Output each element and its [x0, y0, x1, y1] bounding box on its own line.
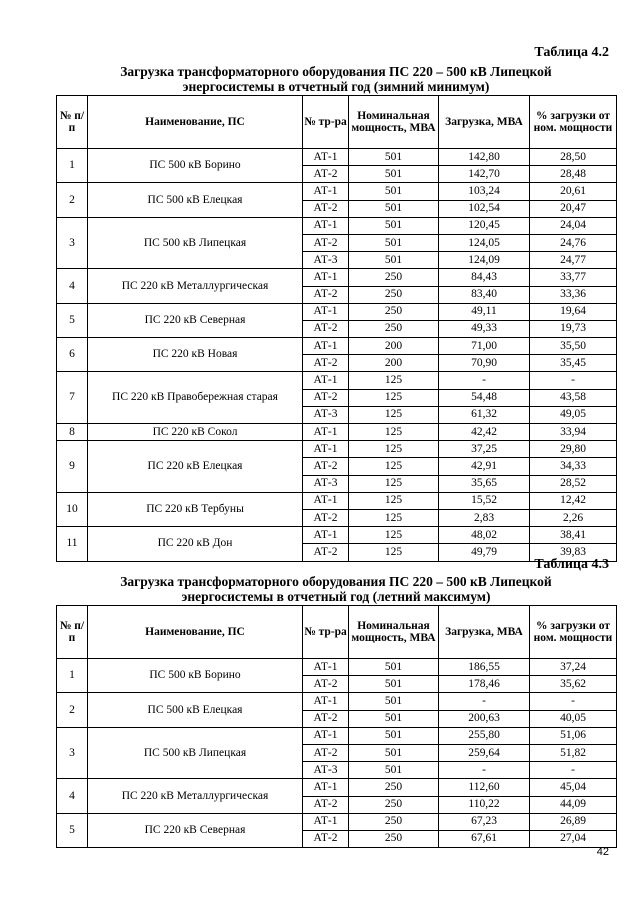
header-name: Наименование, ПС — [88, 96, 303, 149]
table1-body — [57, 149, 617, 562]
table-row — [57, 217, 617, 234]
rated-power: 501 — [349, 252, 439, 269]
load-percent: 37,24 — [530, 659, 617, 676]
substation-number: 2 — [57, 693, 88, 727]
transformer-id: АТ-2 — [303, 710, 349, 727]
rated-power: 501 — [349, 710, 439, 727]
transformer-id: АТ-1 — [303, 492, 349, 509]
load-value: 120,45 — [439, 217, 530, 234]
rated-power: 501 — [349, 217, 439, 234]
load-value: 49,33 — [439, 320, 530, 337]
substation-name: ПС 220 кВ Новая — [88, 338, 303, 372]
load-percent: 43,58 — [530, 389, 617, 406]
load-percent: 19,64 — [530, 303, 617, 320]
load-value: 49,11 — [439, 303, 530, 320]
load-value: 67,23 — [439, 813, 530, 830]
rated-power: 250 — [349, 796, 439, 813]
load-value: 142,70 — [439, 166, 530, 183]
transformer-id: АТ-1 — [303, 269, 349, 286]
rated-power: 125 — [349, 458, 439, 475]
load-percent: 35,50 — [530, 338, 617, 355]
load-value: 255,80 — [439, 727, 530, 744]
substation-number: 5 — [57, 303, 88, 337]
transformer-id: АТ-3 — [303, 406, 349, 423]
substation-name: ПС 500 кВ Елецкая — [88, 183, 303, 217]
table2-header-row — [57, 606, 617, 659]
rated-power: 250 — [349, 320, 439, 337]
load-percent: 45,04 — [530, 779, 617, 796]
table-row — [57, 659, 617, 676]
rated-power: 200 — [349, 338, 439, 355]
transformer-id: АТ-2 — [303, 509, 349, 526]
load-percent: 24,04 — [530, 217, 617, 234]
table1 — [56, 95, 617, 562]
substation-number: 4 — [57, 779, 88, 813]
load-percent: 44,09 — [530, 796, 617, 813]
table-row — [57, 441, 617, 458]
substation-number: 11 — [57, 527, 88, 561]
transformer-id: АТ-1 — [303, 659, 349, 676]
load-percent: 26,89 — [530, 813, 617, 830]
load-value: 110,22 — [439, 796, 530, 813]
load-value: 67,61 — [439, 830, 530, 847]
transformer-id: АТ-2 — [303, 544, 349, 561]
load-percent: 33,77 — [530, 269, 617, 286]
substation-number: 5 — [57, 813, 88, 847]
load-percent: 33,94 — [530, 424, 617, 441]
substation-name: ПС 220 кВ Правобережная старая — [88, 372, 303, 424]
table-row — [57, 303, 617, 320]
table-row — [57, 727, 617, 744]
load-percent: 28,52 — [530, 475, 617, 492]
load-value: 37,25 — [439, 441, 530, 458]
load-percent: - — [530, 372, 617, 389]
load-value: 61,32 — [439, 406, 530, 423]
load-percent: 29,80 — [530, 441, 617, 458]
transformer-id: АТ-3 — [303, 252, 349, 269]
load-percent: 28,48 — [530, 166, 617, 183]
table-row — [57, 183, 617, 200]
load-percent: 35,45 — [530, 355, 617, 372]
table-row — [57, 269, 617, 286]
transformer-id: АТ-2 — [303, 355, 349, 372]
transformer-id: АТ-2 — [303, 744, 349, 761]
table-row — [57, 527, 617, 544]
substation-name: ПС 500 кВ Липецкая — [88, 727, 303, 779]
substation-number: 6 — [57, 338, 88, 372]
header-load: Загрузка, МВА — [439, 606, 530, 659]
table1-caption-line1: Загрузка трансформаторного оборудования ПС 220 – 500 кВ Липецкой — [120, 64, 552, 79]
transformer-id: АТ-2 — [303, 458, 349, 475]
rated-power: 125 — [349, 441, 439, 458]
transformer-id: АТ-1 — [303, 441, 349, 458]
load-percent: 39,83 — [530, 544, 617, 561]
transformer-id: АТ-2 — [303, 676, 349, 693]
load-value: 259,64 — [439, 744, 530, 761]
rated-power: 125 — [349, 372, 439, 389]
rated-power: 501 — [349, 659, 439, 676]
table2-body — [57, 659, 617, 848]
table-row — [57, 779, 617, 796]
rated-power: 501 — [349, 183, 439, 200]
transformer-id: АТ-1 — [303, 338, 349, 355]
transformer-id: АТ-1 — [303, 217, 349, 234]
table1-label: Таблица 4.2 — [534, 45, 609, 60]
substation-name: ПС 220 кВ Дон — [88, 527, 303, 561]
load-percent: 38,41 — [530, 527, 617, 544]
load-value: 48,02 — [439, 527, 530, 544]
substation-name: ПС 220 кВ Северная — [88, 813, 303, 847]
substation-number: 4 — [57, 269, 88, 303]
substation-name: ПС 220 кВ Тербуны — [88, 492, 303, 526]
rated-power: 501 — [349, 234, 439, 251]
table-row — [57, 149, 617, 166]
load-value: 49,79 — [439, 544, 530, 561]
rated-power: 125 — [349, 389, 439, 406]
load-value: - — [439, 762, 530, 779]
table1-header-row — [57, 96, 617, 149]
load-percent: - — [530, 693, 617, 710]
load-value: 54,48 — [439, 389, 530, 406]
load-percent: 27,04 — [530, 830, 617, 847]
load-percent: 24,76 — [530, 234, 617, 251]
rated-power: 501 — [349, 693, 439, 710]
substation-number: 9 — [57, 441, 88, 493]
load-percent: 24,77 — [530, 252, 617, 269]
substation-name: ПС 220 кВ Северная — [88, 303, 303, 337]
table-row — [57, 813, 617, 830]
load-percent: 2,26 — [530, 509, 617, 526]
table-row — [57, 693, 617, 710]
page-number: 42 — [596, 846, 609, 858]
rated-power: 250 — [349, 269, 439, 286]
substation-number: 8 — [57, 424, 88, 441]
load-percent: 35,62 — [530, 676, 617, 693]
transformer-id: АТ-1 — [303, 727, 349, 744]
load-percent: 20,61 — [530, 183, 617, 200]
table2-caption — [56, 574, 616, 604]
rated-power: 125 — [349, 475, 439, 492]
substation-name: ПС 500 кВ Липецкая — [88, 217, 303, 269]
header-power: Номинальная мощность, МВА — [349, 606, 439, 659]
load-percent: 12,42 — [530, 492, 617, 509]
table1-caption — [56, 64, 616, 94]
load-percent: 49,05 — [530, 406, 617, 423]
transformer-id: АТ-2 — [303, 234, 349, 251]
load-value: - — [439, 372, 530, 389]
substation-number: 3 — [57, 727, 88, 779]
load-percent: 51,06 — [530, 727, 617, 744]
header-transformer: № тр-ра — [303, 606, 349, 659]
header-num: № п/п — [57, 606, 88, 659]
load-value: 71,00 — [439, 338, 530, 355]
load-percent: 40,05 — [530, 710, 617, 727]
load-value: 42,91 — [439, 458, 530, 475]
table-row — [57, 424, 617, 441]
rated-power: 501 — [349, 744, 439, 761]
substation-name: ПС 220 кВ Елецкая — [88, 441, 303, 493]
rated-power: 125 — [349, 509, 439, 526]
header-num: № п/п — [57, 96, 88, 149]
rated-power: 200 — [349, 355, 439, 372]
load-value: 102,54 — [439, 200, 530, 217]
load-percent: 19,73 — [530, 320, 617, 337]
rated-power: 125 — [349, 406, 439, 423]
table-row — [57, 492, 617, 509]
load-percent: 33,36 — [530, 286, 617, 303]
transformer-id: АТ-1 — [303, 303, 349, 320]
header-transformer: № тр-ра — [303, 96, 349, 149]
rated-power: 250 — [349, 779, 439, 796]
load-value: 186,55 — [439, 659, 530, 676]
rated-power: 250 — [349, 286, 439, 303]
header-power: Номинальная мощность, МВА — [349, 96, 439, 149]
load-percent: - — [530, 762, 617, 779]
table2 — [56, 605, 617, 848]
load-percent: 28,50 — [530, 149, 617, 166]
rated-power: 501 — [349, 727, 439, 744]
load-percent: 20,47 — [530, 200, 617, 217]
rated-power: 501 — [349, 676, 439, 693]
table-row — [57, 372, 617, 389]
load-value: 2,83 — [439, 509, 530, 526]
rated-power: 125 — [349, 424, 439, 441]
transformer-id: АТ-1 — [303, 372, 349, 389]
load-value: 83,40 — [439, 286, 530, 303]
substation-number: 2 — [57, 183, 88, 217]
substation-name: ПС 220 кВ Металлургическая — [88, 269, 303, 303]
rated-power: 501 — [349, 200, 439, 217]
substation-number: 1 — [57, 659, 88, 693]
load-value: 178,46 — [439, 676, 530, 693]
substation-name: ПС 220 кВ Металлургическая — [88, 779, 303, 813]
transformer-id: АТ-1 — [303, 813, 349, 830]
load-percent: 51,82 — [530, 744, 617, 761]
load-value: 42,42 — [439, 424, 530, 441]
table1-caption-line2: энергосистемы в отчетный год (зимний минимум) — [182, 79, 490, 94]
transformer-id: АТ-3 — [303, 762, 349, 779]
table2-label: Таблица 4.3 — [534, 557, 609, 572]
load-value: 103,24 — [439, 183, 530, 200]
transformer-id: АТ-2 — [303, 166, 349, 183]
table2-caption-line2: энергосистемы в отчетный год (летний максимум) — [181, 589, 491, 604]
transformer-id: АТ-1 — [303, 779, 349, 796]
transformer-id: АТ-2 — [303, 389, 349, 406]
transformer-id: АТ-1 — [303, 183, 349, 200]
transformer-id: АТ-1 — [303, 424, 349, 441]
header-load: Загрузка, МВА — [439, 96, 530, 149]
rated-power: 501 — [349, 762, 439, 779]
transformer-id: АТ-2 — [303, 796, 349, 813]
load-value: 15,52 — [439, 492, 530, 509]
rated-power: 250 — [349, 303, 439, 320]
transformer-id: АТ-2 — [303, 286, 349, 303]
header-percent: % загрузки от ном. мощности — [530, 606, 617, 659]
load-value: 124,09 — [439, 252, 530, 269]
rated-power: 125 — [349, 544, 439, 561]
transformer-id: АТ-1 — [303, 693, 349, 710]
header-percent: % загрузки от ном. мощности — [530, 96, 617, 149]
substation-name: ПС 500 кВ Елецкая — [88, 693, 303, 727]
substation-number: 1 — [57, 149, 88, 183]
load-percent: 34,33 — [530, 458, 617, 475]
transformer-id: АТ-1 — [303, 527, 349, 544]
load-value: 70,90 — [439, 355, 530, 372]
rated-power: 250 — [349, 813, 439, 830]
rated-power: 125 — [349, 492, 439, 509]
load-value: 124,05 — [439, 234, 530, 251]
header-name: Наименование, ПС — [88, 606, 303, 659]
substation-name: ПС 500 кВ Борино — [88, 149, 303, 183]
transformer-id: АТ-2 — [303, 320, 349, 337]
transformer-id: АТ-2 — [303, 830, 349, 847]
substation-number: 3 — [57, 217, 88, 269]
load-value: 200,63 — [439, 710, 530, 727]
load-value: 112,60 — [439, 779, 530, 796]
rated-power: 501 — [349, 166, 439, 183]
substation-name: ПС 500 кВ Борино — [88, 659, 303, 693]
load-value: 142,80 — [439, 149, 530, 166]
table-row — [57, 338, 617, 355]
rated-power: 501 — [349, 149, 439, 166]
rated-power: 250 — [349, 830, 439, 847]
rated-power: 125 — [349, 527, 439, 544]
transformer-id: АТ-2 — [303, 200, 349, 217]
table2-caption-line1: Загрузка трансформаторного оборудования ПС 220 – 500 кВ Липецкой — [120, 574, 552, 589]
load-value: 84,43 — [439, 269, 530, 286]
transformer-id: АТ-1 — [303, 149, 349, 166]
substation-number: 10 — [57, 492, 88, 526]
load-value: - — [439, 693, 530, 710]
load-value: 35,65 — [439, 475, 530, 492]
substation-name: ПС 220 кВ Сокол — [88, 424, 303, 441]
transformer-id: АТ-3 — [303, 475, 349, 492]
substation-number: 7 — [57, 372, 88, 424]
